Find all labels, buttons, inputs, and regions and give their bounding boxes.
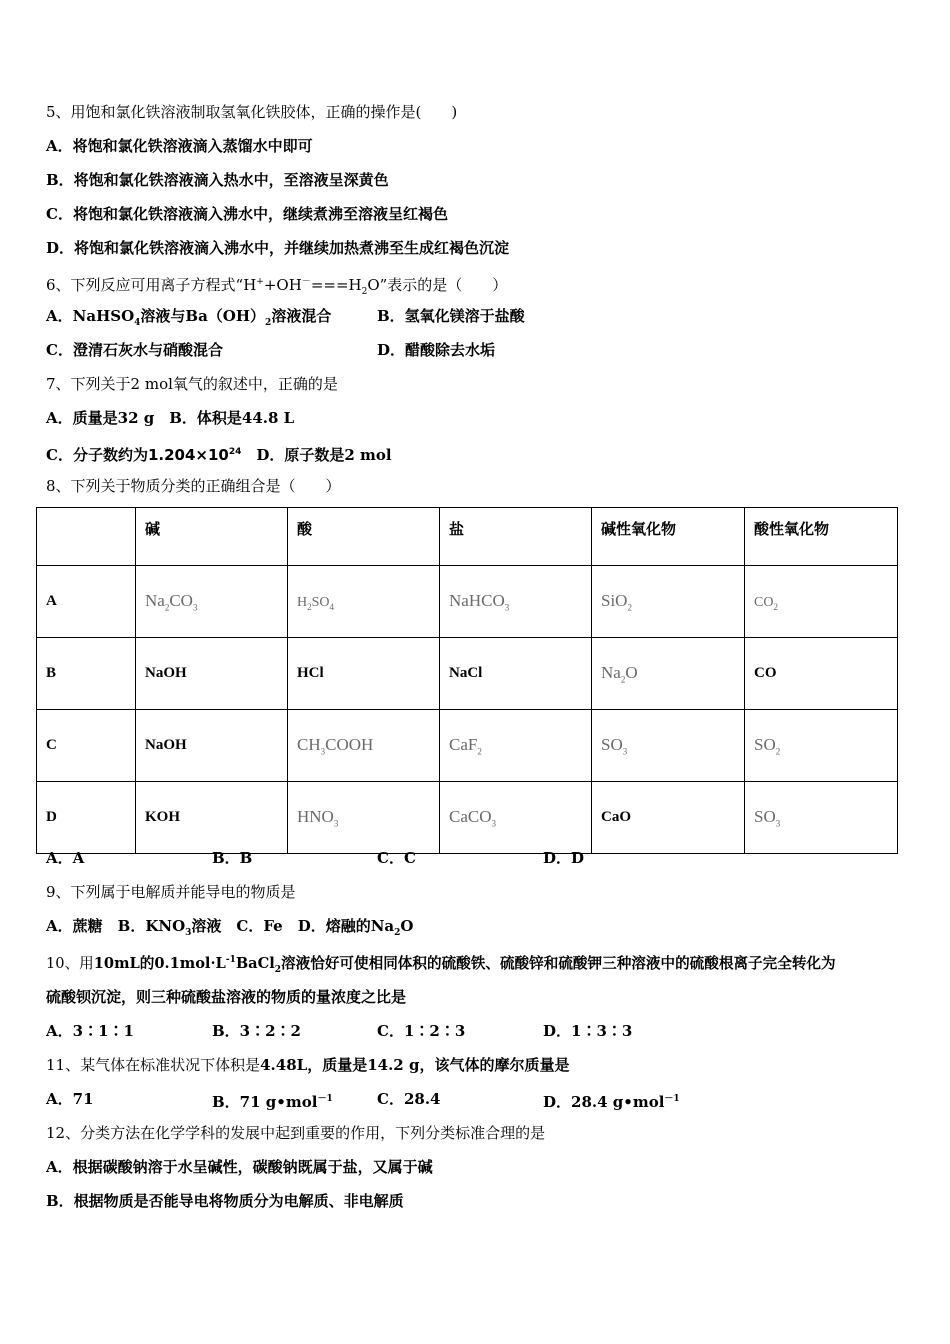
q10-option-d: D．1∶3∶3: [543, 1022, 633, 1040]
header-cell-empty: [37, 508, 136, 566]
q7-options-ab: A．质量是32 g B．体积是44.8 L: [46, 409, 295, 427]
row-label: A: [37, 566, 136, 638]
q5-option-d: D．将饱和氯化铁溶液滴入沸水中，并继续加热煮沸至生成红褐色沉淀: [46, 239, 510, 257]
cell-acidic-oxide: CO: [745, 638, 898, 710]
row-label: D: [37, 782, 136, 854]
q12-option-b: B．根据物质是否能导电将物质分为电解质、非电解质: [46, 1192, 404, 1210]
q10-option-c: C．1∶2∶3: [377, 1022, 466, 1040]
q12-option-a: A．根据碳酸钠溶于水呈碱性，碳酸钠既属于盐，又属于碱: [46, 1158, 433, 1176]
cell-acid: $CH_3COOH$: [288, 710, 440, 782]
q12-stem: 12、分类方法在化学学科的发展中起到重要的作用，下列分类标准合理的是: [46, 1124, 546, 1142]
table-row: [37, 566, 898, 638]
cell-basic-oxide: $Na_2O$: [592, 638, 745, 710]
q5-option-c: C．将饱和氯化铁溶液滴入沸水中，继续煮沸至溶液呈红褐色: [46, 205, 448, 223]
cell-base: KOH: [136, 782, 288, 854]
q8-option-a: A．A: [46, 849, 85, 867]
cell-acidic-oxide: $SO_3$: [745, 782, 898, 854]
q9-stem: 9、下列属于电解质并能导电的物质是: [46, 883, 296, 901]
q10-option-a: A．3∶1∶1: [46, 1022, 134, 1040]
q5-option-a: A．将饱和氯化铁溶液滴入蒸馏水中即可: [46, 137, 313, 155]
header-cell-base: 碱: [136, 508, 288, 566]
header-cell-basic-oxide: 碱性氧化物: [592, 508, 745, 566]
q6-option-d: D．醋酸除去水垢: [377, 341, 496, 359]
cell-salt: NaHCO$_3$: [440, 566, 592, 638]
cell-basic-oxide: CaO: [592, 782, 745, 854]
classification-table: [36, 507, 898, 854]
q10-option-b: B．3∶2∶2: [212, 1022, 301, 1040]
row-label: B: [37, 638, 136, 710]
q11-option-d: D．28.4 g•mol$^{-1}$: [543, 1093, 680, 1111]
q5-option-b: B．将饱和氯化铁溶液滴入热水中，至溶液呈深黄色: [46, 171, 389, 189]
cell-salt: NaCl: [440, 638, 592, 710]
cell-base: NaOH: [136, 638, 288, 710]
cell-acidic-oxide: $SO_2$: [745, 710, 898, 782]
cell-salt: CaF$_2$: [440, 710, 592, 782]
q11-stem: 11、某气体在标准状况下体积是4.48L，质量是14.2 g，该气体的摩尔质量是: [46, 1056, 570, 1074]
q7-options-cd: C．分子数约为$1.204\times 10^{24}$ D．原子数是2 mol: [46, 446, 392, 464]
table-row: [37, 638, 898, 710]
cell-basic-oxide: SiO$_2$: [592, 566, 745, 638]
q10-stem: 10、用10mL的$0.1mol\cdot L^{-1}BaCl_2$溶液恰好可使相同体积的硫酸铁、硫酸锌和硫酸钾三种溶液中的硫酸根离子完全转化为: [46, 954, 836, 975]
q6-option-b: B．氢氧化镁溶于盐酸: [377, 307, 525, 325]
q9-options: A．蔗糖 B．$KNO_3$溶液 C．Fe D．熔融的$Na_2O$: [46, 917, 414, 938]
cell-acid: HCl: [288, 638, 440, 710]
cell-base: NaOH: [136, 710, 288, 782]
header-cell-salt: 盐: [440, 508, 592, 566]
q8-option-d: D．D: [543, 849, 585, 867]
q6-stem: 6、下列反应可用离子方程式“$H^++OH^-===H_2O$”表示的是（ ）: [46, 276, 508, 297]
table-row: [37, 710, 898, 782]
q6-option-c: C．澄清石灰水与硝酸混合: [46, 341, 223, 359]
q11-option-c: C．28.4: [377, 1090, 441, 1108]
table-header-row: [37, 508, 898, 566]
q11-option-a: A．71: [46, 1090, 94, 1108]
header-cell-acidic-oxide: 酸性氧化物: [745, 508, 898, 566]
cell-salt: CaCO$_3$: [440, 782, 592, 854]
q8-option-b: B．B: [212, 849, 253, 867]
header-cell-acid: 酸: [288, 508, 440, 566]
q8-stem: 8、下列关于物质分类的正确组合是（ ）: [46, 477, 341, 495]
q8-option-c: C．C: [377, 849, 416, 867]
q10-stem-line2: 硫酸钡沉淀，则三种硫酸盐溶液的物质的量浓度之比是: [46, 988, 407, 1006]
cell-acid: $H_2SO_4$: [288, 566, 440, 638]
q11-option-b: B．71 g•mol$^{-1}$: [212, 1093, 333, 1111]
q6-option-a: A．NaHSO$_4$溶液与$Ba(OH)_2$溶液混合: [46, 307, 332, 328]
cell-base: $Na_2CO_3$: [136, 566, 288, 638]
q7-stem: 7、下列关于2 mol氧气的叙述中，正确的是: [46, 375, 338, 393]
cell-acid: $HNO_3$: [288, 782, 440, 854]
row-label: C: [37, 710, 136, 782]
cell-basic-oxide: $SO_3$: [592, 710, 745, 782]
table-row: [37, 782, 898, 854]
q5-stem: 5、用饱和氯化铁溶液制取氢氧化铁胶体，正确的操作是( ): [46, 103, 458, 121]
cell-acidic-oxide: $CO_2$: [745, 566, 898, 638]
